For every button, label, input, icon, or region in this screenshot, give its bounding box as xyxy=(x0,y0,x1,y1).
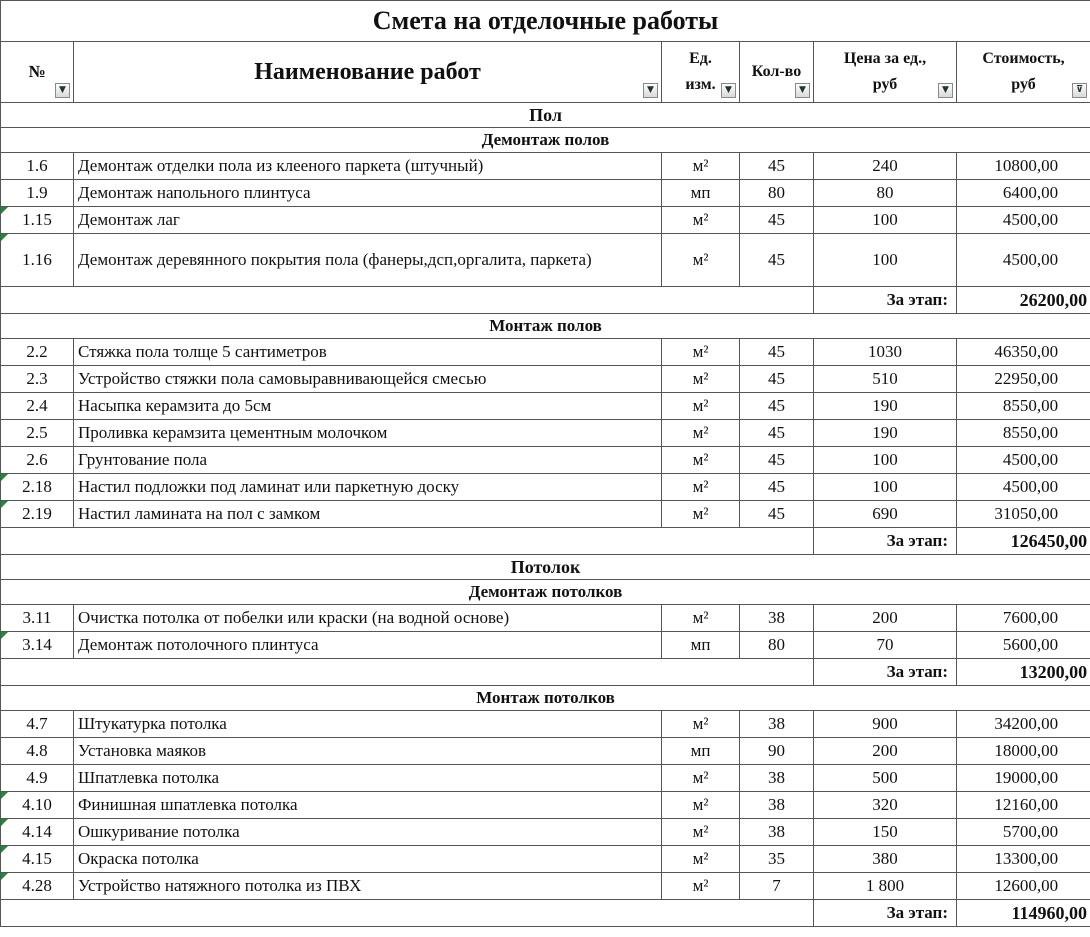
cell-cost[interactable]: 8550,00 xyxy=(957,393,1090,420)
cell-price[interactable]: 80 xyxy=(814,180,957,207)
stage-total-row xyxy=(1,659,1090,686)
cell-num-text: 2.2 xyxy=(26,342,48,361)
cell-name[interactable]: Насыпка керамзита до 5см xyxy=(74,393,662,420)
cell-name[interactable]: Настил ламината на пол с замком xyxy=(74,501,662,528)
cell-qty[interactable]: 7 xyxy=(740,873,814,900)
cell-num-text: 4.14 xyxy=(22,822,52,841)
cell-price[interactable]: 100 xyxy=(814,474,957,501)
cell-num[interactable] xyxy=(1,873,74,900)
stage-total-value[interactable]: 13200,00 xyxy=(957,659,1090,686)
group-header-row xyxy=(1,314,1090,339)
table-row xyxy=(1,846,1090,873)
cell-cost[interactable]: 31050,00 xyxy=(957,501,1090,528)
header-row xyxy=(1,42,1090,103)
cell-price[interactable]: 690 xyxy=(814,501,957,528)
comment-marker-icon xyxy=(1,501,8,508)
title-row xyxy=(1,1,1090,42)
table-row xyxy=(1,447,1090,474)
cell-num-text: 4.28 xyxy=(22,876,52,895)
estimate-body xyxy=(1,103,1090,927)
cell-qty[interactable]: 38 xyxy=(740,792,814,819)
cell-num[interactable] xyxy=(1,207,74,234)
cell-name[interactable]: Очистка потолка от побелки или краски (на водной основе) xyxy=(74,605,662,632)
cell-name[interactable]: Установка маяков xyxy=(74,738,662,765)
cell-price[interactable]: 1 800 xyxy=(814,873,957,900)
cell-name[interactable]: Демонтаж отделки пола из клееного паркета (штучный) xyxy=(74,153,662,180)
cell-cost[interactable]: 22950,00 xyxy=(957,366,1090,393)
cell-num[interactable] xyxy=(1,846,74,873)
cell-unit[interactable]: м² xyxy=(662,420,740,447)
cell-num-text: 4.8 xyxy=(26,741,48,760)
cell-qty[interactable]: 45 xyxy=(740,501,814,528)
cell-unit[interactable]: м² xyxy=(662,819,740,846)
cell-name[interactable]: Устройство натяжного потолка из ПВХ xyxy=(74,873,662,900)
cell-price[interactable]: 100 xyxy=(814,234,957,287)
cell-unit[interactable]: мп xyxy=(662,180,740,207)
cell-name[interactable]: Проливка керамзита цементным молочком xyxy=(74,420,662,447)
table-row xyxy=(1,765,1090,792)
stage-total-row xyxy=(1,900,1090,927)
cell-unit[interactable]: м² xyxy=(662,501,740,528)
stage-total-value[interactable]: 26200,00 xyxy=(957,287,1090,314)
cell-num[interactable] xyxy=(1,366,74,393)
header-price-label-1: Цена за ед., xyxy=(843,50,927,67)
cell-price[interactable]: 200 xyxy=(814,605,957,632)
cell-price[interactable]: 510 xyxy=(814,366,957,393)
cell-cost[interactable]: 6400,00 xyxy=(957,180,1090,207)
cell-name[interactable]: Стяжка пола толще 5 сантиметров xyxy=(74,339,662,366)
cell-num-text: 4.7 xyxy=(26,714,48,733)
cell-qty[interactable]: 45 xyxy=(740,447,814,474)
total-blank-cell[interactable] xyxy=(1,528,814,555)
sheet-title: Смета на отделочные работы xyxy=(1,1,1090,42)
header-name-label: Наименование работ xyxy=(254,59,481,85)
table-row xyxy=(1,234,1090,287)
cell-cost[interactable]: 5600,00 xyxy=(957,632,1090,659)
cell-unit[interactable]: м² xyxy=(662,873,740,900)
cell-unit[interactable]: мп xyxy=(662,738,740,765)
table-row xyxy=(1,474,1090,501)
cell-num-text: 4.10 xyxy=(22,795,52,814)
cell-name[interactable]: Настил подложки под ламинат или паркетную доску xyxy=(74,474,662,501)
cell-name[interactable]: Демонтаж напольного плинтуса xyxy=(74,180,662,207)
cell-qty[interactable]: 45 xyxy=(740,234,814,287)
cell-num[interactable] xyxy=(1,819,74,846)
cell-num-text: 4.15 xyxy=(22,849,52,868)
cell-qty[interactable]: 80 xyxy=(740,180,814,207)
cell-unit[interactable]: м² xyxy=(662,474,740,501)
cell-num[interactable] xyxy=(1,765,74,792)
cell-num[interactable] xyxy=(1,393,74,420)
group-title[interactable]: Монтаж полов xyxy=(1,314,1090,339)
comment-marker-icon xyxy=(1,819,8,826)
table-row xyxy=(1,819,1090,846)
cell-num[interactable] xyxy=(1,738,74,765)
table-row xyxy=(1,393,1090,420)
cell-cost[interactable]: 19000,00 xyxy=(957,765,1090,792)
cell-price[interactable]: 200 xyxy=(814,738,957,765)
cell-name[interactable]: Шпатлевка потолка xyxy=(74,765,662,792)
cell-cost[interactable]: 10800,00 xyxy=(957,153,1090,180)
stage-total-value[interactable]: 126450,00 xyxy=(957,528,1090,555)
cell-unit[interactable]: м² xyxy=(662,153,740,180)
cell-num[interactable] xyxy=(1,180,74,207)
cell-name[interactable]: Окраска потолка xyxy=(74,846,662,873)
cell-cost[interactable]: 18000,00 xyxy=(957,738,1090,765)
cell-price[interactable]: 900 xyxy=(814,711,957,738)
cell-num[interactable] xyxy=(1,501,74,528)
cell-name[interactable]: Демонтаж лаг xyxy=(74,207,662,234)
cell-price[interactable]: 240 xyxy=(814,153,957,180)
comment-marker-icon xyxy=(1,474,8,481)
cell-unit[interactable]: м² xyxy=(662,711,740,738)
cell-unit[interactable]: м² xyxy=(662,792,740,819)
group-title[interactable]: Демонтаж потолков xyxy=(1,580,1090,605)
table-row xyxy=(1,632,1090,659)
group-header-row xyxy=(1,580,1090,605)
table-row xyxy=(1,420,1090,447)
cell-name[interactable]: Демонтаж потолочного плинтуса xyxy=(74,632,662,659)
header-unit-label-1: Ед. xyxy=(689,50,712,67)
cell-price[interactable]: 70 xyxy=(814,632,957,659)
comment-marker-icon xyxy=(1,632,8,639)
cell-cost[interactable]: 46350,00 xyxy=(957,339,1090,366)
filter-funnel-icon[interactable]: ⊽ xyxy=(1072,83,1087,98)
cell-num[interactable] xyxy=(1,792,74,819)
cell-cost[interactable]: 4500,00 xyxy=(957,474,1090,501)
dropdown-arrow-icon[interactable]: ▼ xyxy=(938,83,953,98)
cell-qty[interactable]: 80 xyxy=(740,632,814,659)
cell-name[interactable]: Финишная шпатлевка потолка xyxy=(74,792,662,819)
cell-unit[interactable]: м² xyxy=(662,393,740,420)
cell-cost[interactable]: 34200,00 xyxy=(957,711,1090,738)
cell-cost[interactable]: 4500,00 xyxy=(957,234,1090,287)
cell-num-text: 2.4 xyxy=(26,396,48,415)
cell-price[interactable]: 1030 xyxy=(814,339,957,366)
group-header-row xyxy=(1,128,1090,153)
header-cost-label-1: Стоимость, xyxy=(982,50,1065,67)
cell-cost[interactable]: 13300,00 xyxy=(957,846,1090,873)
cell-name[interactable]: Грунтование пола xyxy=(74,447,662,474)
comment-marker-icon xyxy=(1,846,8,853)
comment-marker-icon xyxy=(1,234,8,241)
cell-unit[interactable]: м² xyxy=(662,846,740,873)
cell-price[interactable]: 100 xyxy=(814,207,957,234)
cell-price[interactable]: 100 xyxy=(814,447,957,474)
table-row xyxy=(1,366,1090,393)
header-unit-label-2: изм. xyxy=(685,76,716,93)
cell-qty[interactable]: 35 xyxy=(740,846,814,873)
cell-cost[interactable]: 12160,00 xyxy=(957,792,1090,819)
cell-price[interactable]: 380 xyxy=(814,846,957,873)
header-num-label: № xyxy=(28,62,46,81)
cell-qty[interactable]: 38 xyxy=(740,765,814,792)
table-row xyxy=(1,501,1090,528)
cell-num-text: 1.6 xyxy=(26,156,48,175)
group-header-row xyxy=(1,686,1090,711)
table-row xyxy=(1,153,1090,180)
cell-unit[interactable]: м² xyxy=(662,207,740,234)
cell-price[interactable]: 190 xyxy=(814,420,957,447)
cell-qty[interactable]: 38 xyxy=(740,605,814,632)
cell-qty[interactable]: 45 xyxy=(740,420,814,447)
cell-price[interactable]: 150 xyxy=(814,819,957,846)
stage-total-label[interactable]: За этап: xyxy=(814,287,957,314)
cell-num[interactable] xyxy=(1,474,74,501)
cell-qty[interactable]: 45 xyxy=(740,393,814,420)
header-price xyxy=(814,42,957,103)
cell-name[interactable]: Демонтаж деревянного покрытия пола (фанеры,дсп,оргалита, паркета) xyxy=(74,234,662,287)
cell-num[interactable] xyxy=(1,447,74,474)
table-row xyxy=(1,605,1090,632)
section-title[interactable]: Пол xyxy=(1,103,1090,128)
cell-cost[interactable]: 4500,00 xyxy=(957,447,1090,474)
stage-total-row xyxy=(1,528,1090,555)
cell-qty[interactable]: 45 xyxy=(740,339,814,366)
cell-num[interactable] xyxy=(1,234,74,287)
cell-num-text: 2.5 xyxy=(26,423,48,442)
group-title[interactable]: Монтаж потолков xyxy=(1,686,1090,711)
cell-num-text: 2.6 xyxy=(26,450,48,469)
cell-unit[interactable]: м² xyxy=(662,605,740,632)
cell-qty[interactable]: 38 xyxy=(740,711,814,738)
cell-qty[interactable]: 90 xyxy=(740,738,814,765)
dropdown-arrow-icon[interactable]: ▼ xyxy=(55,83,70,98)
cell-qty[interactable]: 45 xyxy=(740,366,814,393)
dropdown-arrow-icon[interactable]: ▼ xyxy=(795,83,810,98)
cell-qty[interactable]: 45 xyxy=(740,474,814,501)
header-qty-label: Кол-во xyxy=(751,63,802,80)
stage-total-label[interactable]: За этап: xyxy=(814,528,957,555)
table-row xyxy=(1,207,1090,234)
header-qty xyxy=(740,42,814,103)
cell-num-text: 1.9 xyxy=(26,183,48,202)
cell-qty[interactable]: 45 xyxy=(740,207,814,234)
header-num xyxy=(1,42,74,103)
table-row xyxy=(1,711,1090,738)
section-header-row xyxy=(1,555,1090,580)
table-row xyxy=(1,792,1090,819)
cell-num-text: 2.3 xyxy=(26,369,48,388)
header-price-label-2: руб xyxy=(872,76,898,93)
cell-cost[interactable]: 7600,00 xyxy=(957,605,1090,632)
cell-price[interactable]: 190 xyxy=(814,393,957,420)
comment-marker-icon xyxy=(1,873,8,880)
cell-num-text: 3.11 xyxy=(22,608,52,627)
cell-name[interactable]: Ошкуривание потолка xyxy=(74,819,662,846)
section-title[interactable]: Потолок xyxy=(1,555,1090,580)
stage-total-row xyxy=(1,287,1090,314)
cell-cost[interactable]: 8550,00 xyxy=(957,420,1090,447)
cell-name[interactable]: Устройство стяжки пола самовыравнивающейся смесью xyxy=(74,366,662,393)
total-blank-cell[interactable] xyxy=(1,287,814,314)
cell-num[interactable] xyxy=(1,153,74,180)
dropdown-arrow-icon[interactable]: ▼ xyxy=(643,83,658,98)
cell-cost[interactable]: 12600,00 xyxy=(957,873,1090,900)
cell-cost[interactable]: 4500,00 xyxy=(957,207,1090,234)
stage-total-label[interactable]: За этап: xyxy=(814,659,957,686)
table-row xyxy=(1,738,1090,765)
cell-cost[interactable]: 5700,00 xyxy=(957,819,1090,846)
table-row xyxy=(1,873,1090,900)
cell-qty[interactable]: 45 xyxy=(740,153,814,180)
header-unit xyxy=(662,42,740,103)
stage-total-label[interactable]: За этап: xyxy=(814,900,957,927)
cell-price[interactable]: 320 xyxy=(814,792,957,819)
cell-num[interactable] xyxy=(1,632,74,659)
cell-num-text: 2.18 xyxy=(22,477,52,496)
table-row xyxy=(1,180,1090,207)
total-blank-cell[interactable] xyxy=(1,659,814,686)
comment-marker-icon xyxy=(1,792,8,799)
total-blank-cell[interactable] xyxy=(1,900,814,927)
cell-unit[interactable]: м² xyxy=(662,447,740,474)
cell-price[interactable]: 500 xyxy=(814,765,957,792)
section-header-row xyxy=(1,103,1090,128)
cell-num-text: 1.16 xyxy=(22,250,52,269)
cell-num-text: 4.9 xyxy=(26,768,48,787)
header-name xyxy=(74,42,662,103)
cell-num-text: 3.14 xyxy=(22,635,52,654)
comment-marker-icon xyxy=(1,207,8,214)
table-row xyxy=(1,339,1090,366)
cell-num-text: 2.19 xyxy=(22,504,52,523)
cell-num[interactable] xyxy=(1,605,74,632)
cell-num[interactable] xyxy=(1,339,74,366)
cell-num[interactable] xyxy=(1,420,74,447)
cell-name[interactable]: Штукатурка потолка xyxy=(74,711,662,738)
header-cost-label-2: руб xyxy=(1011,76,1036,93)
cell-num[interactable] xyxy=(1,711,74,738)
group-title[interactable]: Демонтаж полов xyxy=(1,128,1090,153)
cell-unit[interactable]: м² xyxy=(662,234,740,287)
cell-qty[interactable]: 38 xyxy=(740,819,814,846)
cell-unit[interactable]: мп xyxy=(662,632,740,659)
header-cost xyxy=(957,42,1090,103)
dropdown-arrow-icon[interactable]: ▼ xyxy=(721,83,736,98)
cell-unit[interactable]: м² xyxy=(662,366,740,393)
cell-unit[interactable]: м² xyxy=(662,765,740,792)
cell-num-text: 1.15 xyxy=(22,210,52,229)
stage-total-value[interactable]: 114960,00 xyxy=(957,900,1090,927)
cell-unit[interactable]: м² xyxy=(662,339,740,366)
